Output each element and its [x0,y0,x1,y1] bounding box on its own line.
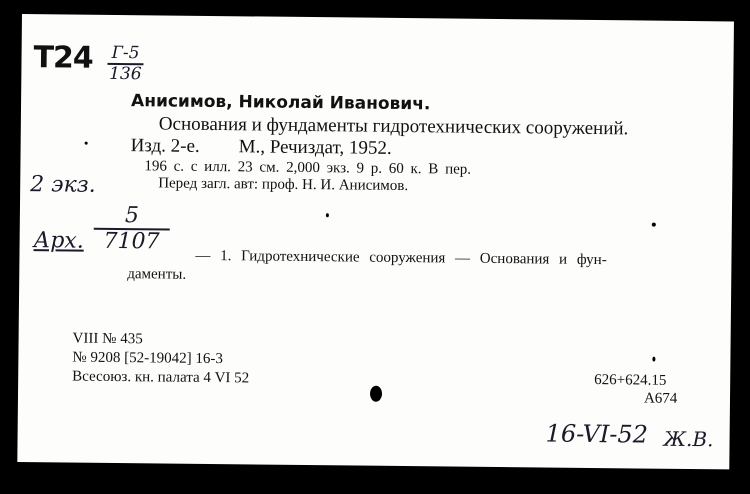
author-heading: Анисимов, Николай Иванович. [130,91,431,115]
catalog-card [17,14,734,469]
call-number-bottom: 136 [109,63,142,85]
subject-line-1: — 1. Гидротехнические сооружения — Основания и фун- [195,247,607,269]
ink-spot [370,386,382,402]
archive-label: Арх. [33,228,84,254]
ink-spot [326,213,329,217]
call-number-handwritten [107,42,143,85]
subject-line-2: даменты. [127,266,187,283]
ink-spot [652,223,656,227]
copies-note: 2 экз. [30,172,96,198]
author-mark: А674 [643,390,678,407]
registry-line-2: № 9208 [52-19042] 16-3 [72,349,224,368]
archive-number [94,205,170,254]
udc-number: 626+624.15 [594,372,667,389]
registry-line-1: VIII № 435 [72,330,143,348]
ink-spot [652,357,655,362]
registry-line-3: Всесоюз. кн. палата 4 VI 52 [72,368,250,387]
handwritten-initials: Ж.В. [663,426,714,452]
author-note: Перед загл. авт: проф. Н. И. Анисимов. [158,175,409,195]
handwritten-date: 16-VI-52 [545,419,649,449]
call-number-top: Г-5 [111,42,140,64]
call-number-stamp: Т24 [33,40,93,76]
archive-bottom: 7107 [103,228,160,255]
physical-description: 196 с. с илл. 23 см. 2,000 экз. 9 р. 60 к. В пер. [144,158,472,178]
edition: Изд. 2-е. [130,135,200,157]
archive-top: 5 [124,203,140,229]
ink-spot [85,142,88,145]
imprint: М., Речиздат, 1952. [238,136,392,159]
book-title: Основания и фундаменты гидротехнических сооружений. [158,113,629,140]
